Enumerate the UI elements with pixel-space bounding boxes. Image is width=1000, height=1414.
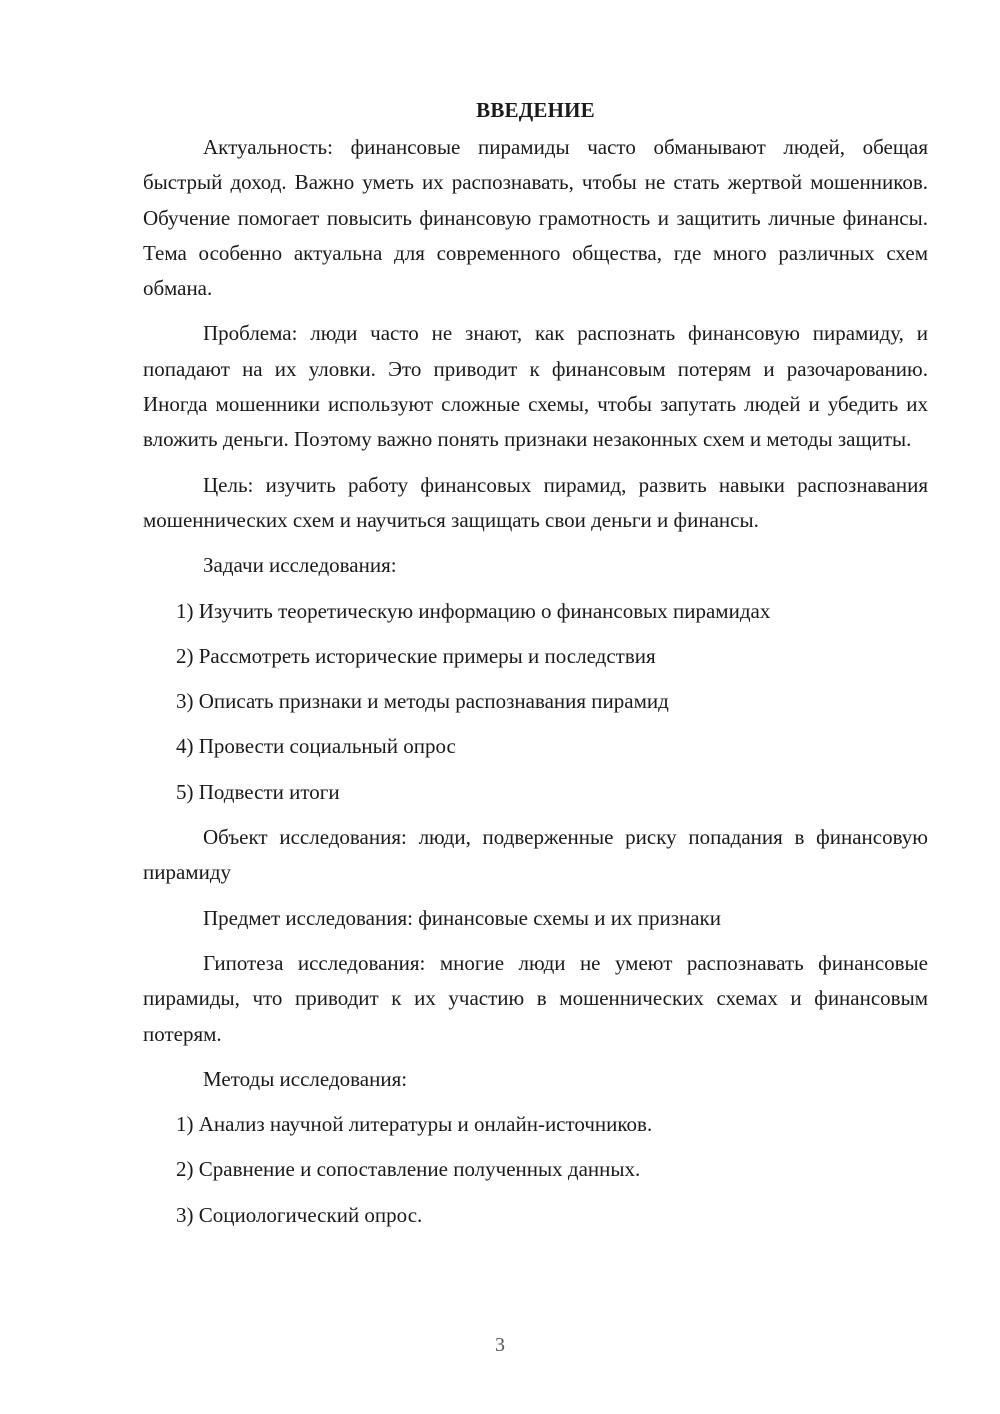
- hypothesis-paragraph: Гипотеза исследования: многие люди не умеют распознавать финансовые пирамиды, что приводит к их участию в мошеннических схемах и финансовым потерям.: [143, 950, 928, 1046]
- list-item: 2) Сравнение и сопоставление полученных данных.: [176, 1157, 641, 1182]
- document-page: [143, 92, 928, 1243]
- object-paragraph: Объект исследования: люди, подверженные риску попадания в финансовую пирамиду: [143, 825, 928, 885]
- page-number: 3: [495, 1334, 505, 1356]
- list-item: 4) Провести социальный опрос: [176, 734, 456, 759]
- list-item: 1) Анализ научной литературы и онлайн-источников.: [176, 1112, 653, 1137]
- tasks-heading: Задачи исследования:: [203, 553, 397, 578]
- list-item: 3) Социологический опрос.: [176, 1202, 423, 1227]
- page-title: ВВЕДЕНИЕ: [476, 98, 595, 122]
- methods-list: [143, 1107, 928, 1233]
- tasks-list: [143, 594, 928, 810]
- list-item: 5) Подвести итоги: [176, 779, 340, 804]
- goal-paragraph: Цель: изучить работу финансовых пирамид, развить навыки распознавания мошеннических схем и научиться защищать свои деньги и финансы.: [143, 472, 928, 532]
- subject-paragraph: Предмет исследования: финансовые схемы и их признаки: [203, 905, 721, 930]
- list-item: 3) Описать признаки и методы распознавания пирамид: [176, 689, 669, 714]
- relevance-paragraph: Актуальность: финансовые пирамиды часто обманывают людей, обещая быстрый доход. Важно уметь их распознавать, чтобы не стать жертвой мошенников. Обучение помогает повысить финансовую грамотность и защитить личные финансы. Тема особенно актуальна для современного общества, где много различных схем обмана.: [143, 135, 928, 301]
- list-item: 2) Рассмотреть исторические примеры и последствия: [176, 643, 656, 668]
- list-item: 1) Изучить теоретическую информацию о финансовых пирамидах: [176, 598, 771, 623]
- methods-heading: Методы исследования:: [203, 1066, 408, 1091]
- problem-paragraph: Проблема: люди часто не знают, как распознать финансовую пирамиду, и попадают на их уловки. Это приводит к финансовым потерям и разочарованию. Иногда мошенники используют сложные схемы, чтобы запутать людей и убедить их вложить деньги. Поэтому важно понять признаки незаконных схем и методы защиты.: [143, 321, 928, 452]
